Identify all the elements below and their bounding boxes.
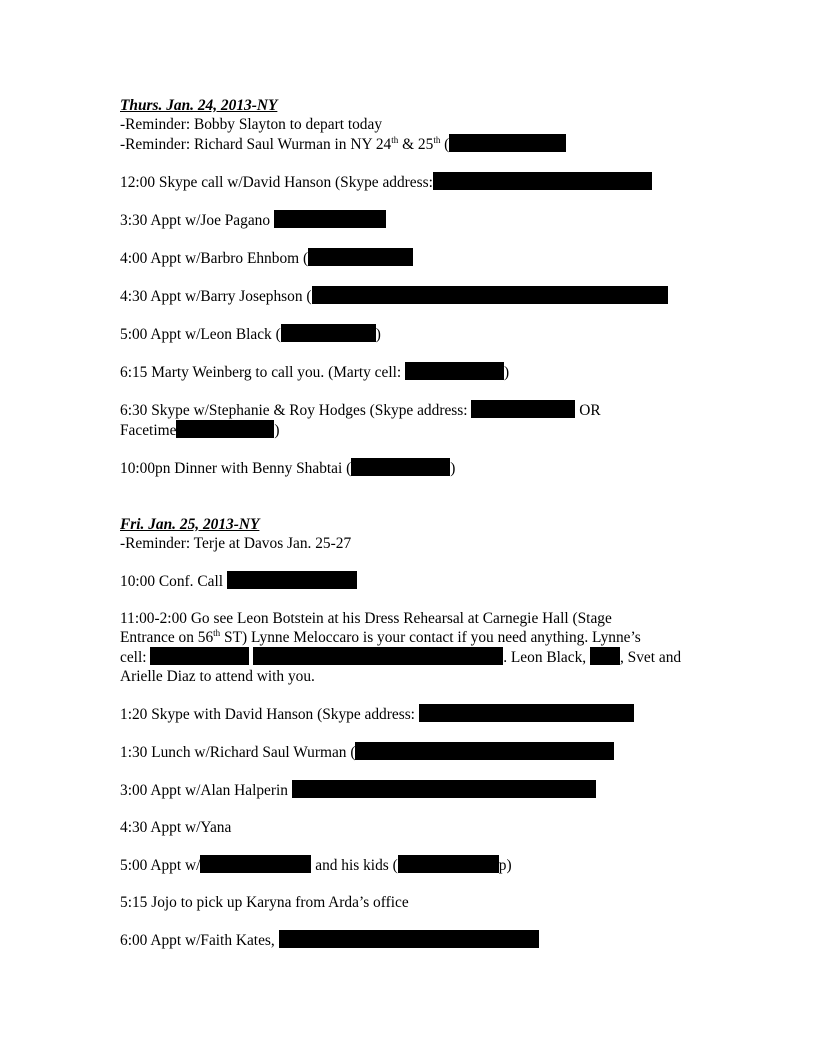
entry-text: )	[504, 364, 510, 381]
redaction-block	[355, 742, 614, 760]
reminder-text: -Reminder: Richard Saul Wurman in NY 24	[120, 136, 392, 153]
reminder-line: -Reminder: Terje at Davos Jan. 25-27	[120, 535, 352, 552]
redaction-block	[253, 647, 503, 665]
entry-text: 4:00 Appt w/Barbro Ehnbom (	[120, 250, 309, 267]
entry-text: 12:00 Skype call w/David Hanson (Skype address:	[120, 174, 433, 191]
superscript: th	[433, 135, 441, 145]
redaction-block	[292, 780, 596, 798]
entry-text: 5:00 Appt w/Leon Black (	[120, 326, 281, 343]
schedule-entry: 4:30 Appt w/Yana	[120, 819, 232, 836]
schedule-entry	[120, 400, 710, 420]
entry-text: ST) Lynne Meloccaro is your contact if you need anything. Lynne’s	[220, 629, 641, 646]
redaction-block	[200, 855, 311, 873]
schedule-entry	[120, 742, 710, 762]
reminder-line	[120, 134, 710, 154]
entry-text: )	[274, 422, 280, 439]
redaction-block	[398, 855, 499, 873]
schedule-entry-continued	[120, 647, 710, 667]
schedule-entry	[120, 324, 710, 344]
entry-text: 5:00 Appt w/	[120, 857, 201, 874]
redaction-block	[150, 647, 249, 665]
redaction-block	[308, 248, 413, 266]
schedule-entry	[120, 210, 710, 230]
schedule-entry	[120, 362, 710, 382]
redaction-block	[279, 930, 539, 948]
schedule-entry	[120, 172, 710, 192]
schedule-entry	[120, 855, 710, 875]
redaction-block	[471, 400, 575, 418]
entry-text: 3:30 Appt w/Joe Pagano	[120, 212, 274, 229]
redaction-block	[590, 647, 620, 665]
entry-text: 10:00 Conf. Call	[120, 573, 227, 590]
schedule-entry: 11:00-2:00 Go see Leon Botstein at his Dress Rehearsal at Carnegie Hall (Stage	[120, 610, 612, 627]
entry-text: 1:20 Skype with David Hanson (Skype address:	[120, 706, 419, 723]
entry-text: 10:00pn Dinner with Benny Shabtai (	[120, 460, 352, 477]
superscript: th	[213, 628, 221, 638]
redaction-block	[312, 286, 668, 304]
redaction-block	[227, 571, 357, 589]
day-heading-jan-25: Fri. Jan. 25, 2013-NY	[120, 516, 260, 533]
entry-text: 1:30 Lunch w/Richard Saul Wurman (	[120, 744, 356, 761]
reminder-line: -Reminder: Bobby Slayton to depart today	[120, 116, 383, 133]
entry-text: OR	[575, 402, 601, 419]
redaction-block	[351, 458, 450, 476]
schedule-entry-continued	[120, 420, 710, 440]
redaction-block	[281, 324, 376, 342]
redaction-block	[176, 420, 274, 438]
redaction-block	[449, 134, 566, 152]
entry-text: 4:30 Appt w/Barry Josephson (	[120, 288, 312, 305]
schedule-entry	[120, 930, 710, 950]
schedule-entry	[120, 780, 710, 800]
entry-text: 6:00 Appt w/Faith Kates,	[120, 932, 279, 949]
day-heading-jan-24: Thurs. Jan. 24, 2013-NY	[120, 97, 278, 114]
redaction-block	[274, 210, 386, 228]
schedule-entry	[120, 571, 710, 591]
schedule-entry-continued	[120, 628, 710, 647]
schedule-entry	[120, 248, 710, 268]
reminder-text: & 25	[398, 136, 434, 153]
redaction-block	[419, 704, 634, 722]
entry-text: Entrance on 56	[120, 629, 214, 646]
superscript: th	[391, 135, 399, 145]
schedule-entry-continued: Arielle Diaz to attend with you.	[120, 668, 315, 685]
reminder-text: (	[440, 136, 450, 153]
schedule-entry	[120, 704, 710, 724]
entry-text: )	[375, 326, 381, 343]
entry-text: )	[450, 460, 456, 477]
document-page	[120, 96, 710, 950]
entry-text: and his kids (	[311, 857, 398, 874]
entry-text: cell:	[120, 649, 151, 666]
entry-text: p)	[498, 857, 512, 874]
entry-text: 6:30 Skype w/Stephanie & Roy Hodges (Skype address:	[120, 402, 472, 419]
redaction-block	[405, 362, 504, 380]
entry-text: , Svet and	[619, 649, 682, 666]
entry-text: 6:15 Marty Weinberg to call you. (Marty cell:	[120, 364, 405, 381]
redaction-block	[433, 172, 652, 190]
entry-text: Facetime	[120, 422, 177, 439]
schedule-entry: 5:15 Jojo to pick up Karyna from Arda’s office	[120, 894, 409, 911]
entry-text: 3:00 Appt w/Alan Halperin	[120, 782, 292, 799]
schedule-entry	[120, 458, 710, 478]
schedule-entry	[120, 286, 710, 306]
entry-text: . Leon Black,	[503, 649, 590, 666]
